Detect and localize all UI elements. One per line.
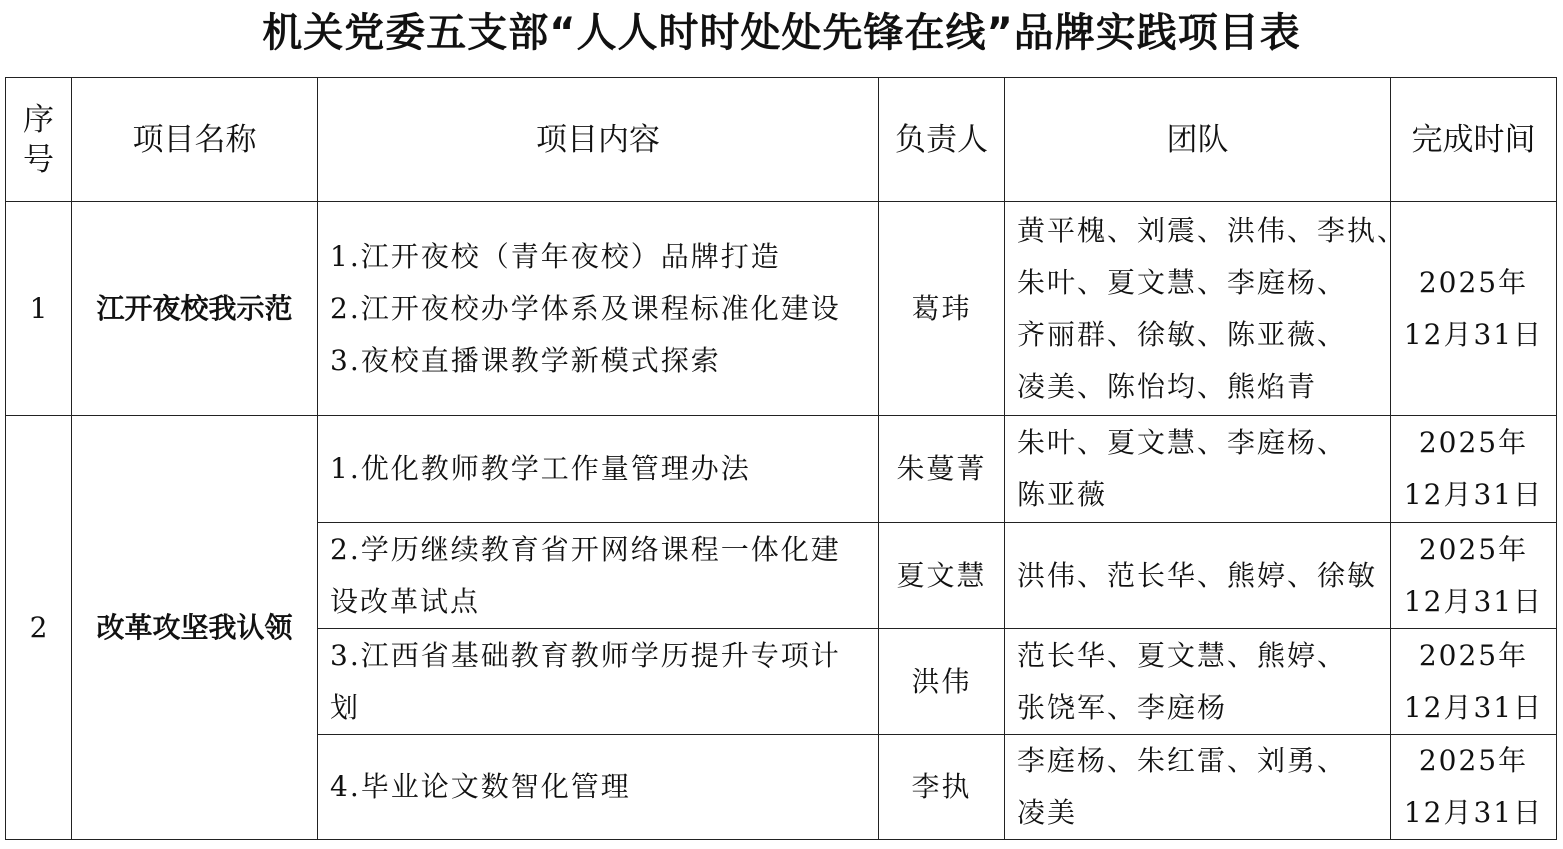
document-title: 机关党委五支部“人人时时处处先锋在线”品牌实践项目表 <box>262 10 1301 56</box>
project-content <box>318 735 879 840</box>
header-row <box>6 78 1557 202</box>
content-line: 2.学历继续教育省开网络课程一体化建 <box>330 532 841 566</box>
project-table <box>5 77 1557 840</box>
header-team: 团队 <box>1005 78 1391 202</box>
project-owner: 洪伟 <box>879 629 1005 735</box>
deadline-line: 12月31日 <box>1403 690 1544 724</box>
project-team <box>1005 735 1391 840</box>
project-owner: 李执 <box>879 735 1005 840</box>
table-row <box>6 416 1557 523</box>
deadline-line: 2025年 <box>1418 638 1529 672</box>
content-line: 1.优化教师教学工作量管理办法 <box>330 452 751 485</box>
project-name: 江开夜校我示范 <box>72 202 318 416</box>
table-row <box>6 202 1557 416</box>
content-line: 划 <box>330 690 361 724</box>
project-owner: 朱蔓菁 <box>879 416 1005 523</box>
content-line: 4.毕业论文数智化管理 <box>330 770 631 803</box>
project-deadline <box>1391 735 1557 840</box>
content-line: 1.江开夜校（青年夜校）品牌打造 <box>330 239 781 273</box>
project-name: 改革攻坚我认领 <box>72 416 318 840</box>
header-seq-label: 序 号 <box>23 101 54 178</box>
project-deadline <box>1391 416 1557 523</box>
project-deadline <box>1391 523 1557 629</box>
project-content <box>318 523 879 629</box>
content-line: 2.江开夜校办学体系及课程标准化建设 <box>330 291 841 325</box>
header-deadline: 完成时间 <box>1391 78 1557 202</box>
project-deadline <box>1391 629 1557 735</box>
team-line: 范长华、夏文慧、熊婷、 <box>1017 638 1348 672</box>
deadline-line: 2025年 <box>1418 426 1529 459</box>
team-line: 陈亚薇 <box>1017 478 1108 511</box>
header-seq <box>6 78 72 202</box>
deadline-line: 12月31日 <box>1403 584 1544 618</box>
team-line: 李庭杨、朱红雷、刘勇、 <box>1017 744 1348 777</box>
team-line: 洪伟、范长华、熊婷、徐敏 <box>1017 558 1378 592</box>
project-content <box>318 416 879 523</box>
header-name: 项目名称 <box>72 78 318 202</box>
header-content: 项目内容 <box>318 78 879 202</box>
team-line: 黄平槐、刘震、洪伟、李执、 <box>1017 213 1408 247</box>
deadline-line: 12月31日 <box>1403 317 1544 351</box>
team-line: 张饶军、李庭杨 <box>1017 690 1228 724</box>
deadline-line: 2025年 <box>1418 744 1529 777</box>
project-content <box>318 202 879 416</box>
project-owner: 葛玮 <box>879 202 1005 416</box>
project-content <box>318 629 879 735</box>
team-line: 凌美 <box>1017 796 1078 829</box>
team-line: 齐丽群、徐敏、陈亚薇、 <box>1017 317 1348 351</box>
project-team <box>1005 416 1391 523</box>
deadline-line: 2025年 <box>1418 265 1529 299</box>
header-owner: 负责人 <box>879 78 1005 202</box>
project-team <box>1005 202 1408 416</box>
deadline-line: 12月31日 <box>1403 478 1544 511</box>
project-seq: 1 <box>6 202 72 416</box>
team-line: 朱叶、夏文慧、李庭杨、 <box>1017 426 1348 459</box>
deadline-line: 2025年 <box>1418 532 1529 566</box>
project-owner: 夏文慧 <box>879 523 1005 629</box>
team-line: 朱叶、夏文慧、李庭杨、 <box>1017 265 1348 299</box>
project-team <box>1005 629 1391 735</box>
content-line: 设改革试点 <box>330 584 481 618</box>
content-line: 3.江西省基础教育教师学历提升专项计 <box>330 638 841 672</box>
project-team <box>1005 523 1391 629</box>
deadline-line: 12月31日 <box>1403 796 1544 829</box>
team-line: 凌美、陈怡均、熊焰青 <box>1017 369 1318 403</box>
project-seq: 2 <box>6 416 72 840</box>
project-deadline <box>1391 202 1557 416</box>
content-line: 3.夜校直播课教学新模式探索 <box>330 343 721 377</box>
